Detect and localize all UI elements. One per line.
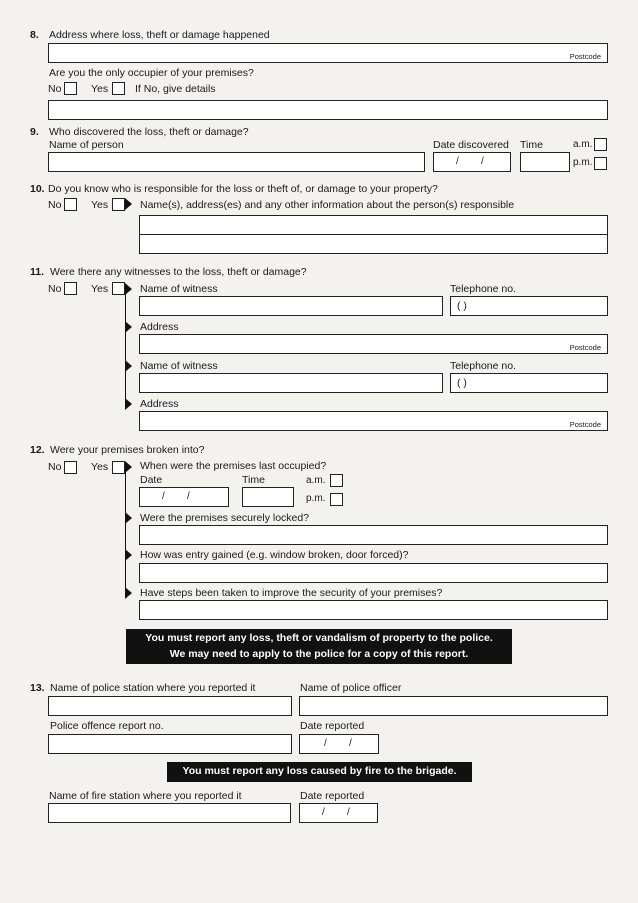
q8-yes-label: Yes	[91, 83, 109, 95]
q12-date-field[interactable]	[139, 487, 229, 507]
q13-date-reported-field[interactable]	[299, 734, 379, 754]
q8-label: Address where loss, theft or damage happened	[49, 29, 270, 41]
q11-witness2-telephone-field[interactable]	[450, 373, 608, 393]
q12-steps-question: Have steps been taken to improve the security of your premises?	[140, 587, 443, 599]
q11-bracket-line	[125, 289, 126, 407]
q12-last-occupied-question: When were the premises last occupied?	[140, 460, 327, 472]
q12-date-label: Date	[140, 474, 163, 486]
q11-witness1-telephone-label: Telephone no.	[450, 283, 516, 295]
q9-am-checkbox[interactable]	[594, 138, 607, 151]
q12-steps-field[interactable]	[139, 600, 608, 620]
police-report-banner	[126, 629, 512, 664]
q9-label: Who discovered the loss, theft or damage?	[49, 126, 249, 138]
q11-label: Were there any witnesses to the loss, theft or damage?	[50, 266, 307, 278]
q13-number: 13.	[30, 682, 45, 694]
phone-area-code-parens: ( )	[457, 377, 467, 389]
q10-details-field-2[interactable]	[139, 234, 608, 254]
date-separator: /	[324, 738, 327, 749]
q11-witness2-name-field[interactable]	[139, 373, 443, 393]
q11-witness1-address-field[interactable]	[139, 334, 608, 354]
arrow-right-icon	[125, 549, 132, 561]
q10-yes-label: Yes	[91, 199, 109, 211]
q12-label: Were your premises broken into?	[50, 444, 205, 456]
q11-no-label: No	[48, 283, 62, 295]
q8-yes-checkbox[interactable]	[112, 82, 125, 95]
police-banner-line1: You must report any loss, theft or vandalism of property to the police.	[145, 632, 493, 644]
q12-no-checkbox[interactable]	[64, 461, 77, 474]
q12-pm-checkbox[interactable]	[330, 493, 343, 506]
arrow-right-icon	[125, 360, 132, 372]
q13-date-reported-label: Date reported	[300, 720, 365, 732]
q11-witness1-telephone-field[interactable]	[450, 296, 608, 316]
q8-if-no-label: If No, give details	[135, 83, 216, 95]
q9-time-label: Time	[520, 139, 543, 151]
q12-pm-label: p.m.	[306, 493, 326, 504]
q9-time-field[interactable]	[520, 152, 570, 172]
q12-entry-field[interactable]	[139, 563, 608, 583]
arrow-right-icon	[125, 283, 132, 295]
q11-number: 11.	[30, 266, 45, 278]
q12-number: 12.	[30, 444, 45, 456]
q8-no-label: No	[48, 83, 62, 95]
q12-locked-question: Were the premises securely locked?	[140, 512, 310, 524]
q11-witness1-name-label: Name of witness	[140, 283, 218, 295]
q8-address-field[interactable]	[48, 43, 608, 63]
q10-yes-checkbox[interactable]	[112, 198, 125, 211]
q13-officer-label: Name of police officer	[300, 682, 402, 694]
q10-details-field-1[interactable]	[139, 215, 608, 235]
date-separator: /	[322, 807, 325, 818]
q12-yes-label: Yes	[91, 461, 109, 473]
q12-time-label: Time	[242, 474, 265, 486]
q9-pm-checkbox[interactable]	[594, 157, 607, 170]
q12-time-field[interactable]	[242, 487, 294, 507]
q9-name-label: Name of person	[49, 139, 124, 151]
fire-date-reported-field[interactable]	[299, 803, 378, 823]
q11-witness2-address-field[interactable]	[139, 411, 608, 431]
q9-name-field[interactable]	[48, 152, 425, 172]
q13-station-label: Name of police station where you reported it	[50, 682, 256, 694]
date-separator: /	[456, 156, 459, 167]
q8-no-checkbox[interactable]	[64, 82, 77, 95]
q10-label: Do you know who is responsible for the loss or theft of, or damage to your property?	[48, 183, 438, 195]
arrow-right-icon	[125, 321, 132, 333]
fire-date-reported-label: Date reported	[300, 790, 365, 802]
q13-report-no-label: Police offence report no.	[50, 720, 164, 732]
postcode-label: Postcode	[569, 52, 601, 61]
date-separator: /	[481, 156, 484, 167]
q10-number: 10.	[30, 183, 45, 195]
fire-station-label: Name of fire station where you reported it	[49, 790, 242, 802]
q11-witness1-address-label: Address	[140, 321, 179, 333]
q13-station-field[interactable]	[48, 696, 292, 716]
q12-no-label: No	[48, 461, 62, 473]
q11-witness1-name-field[interactable]	[139, 296, 443, 316]
q9-am-label: a.m.	[573, 139, 593, 150]
q12-am-checkbox[interactable]	[330, 474, 343, 487]
fire-report-banner: You must report any loss caused by fire to the brigade.	[167, 762, 472, 782]
q12-yes-checkbox[interactable]	[112, 461, 125, 474]
q11-no-checkbox[interactable]	[64, 282, 77, 295]
q9-date-label: Date discovered	[433, 139, 509, 151]
q8-number: 8.	[30, 29, 39, 41]
q10-details-label: Name(s), address(es) and any other information about the person(s) responsible	[140, 199, 515, 211]
arrow-right-icon	[125, 461, 132, 473]
date-separator: /	[162, 491, 165, 502]
q11-yes-checkbox[interactable]	[112, 282, 125, 295]
q8-occupier-question: Are you the only occupier of your premises?	[49, 67, 254, 79]
date-separator: /	[347, 807, 350, 818]
date-separator: /	[349, 738, 352, 749]
q11-yes-label: Yes	[91, 283, 109, 295]
postcode-label: Postcode	[569, 420, 601, 429]
q13-report-no-field[interactable]	[48, 734, 292, 754]
q8-details-field[interactable]	[48, 100, 608, 120]
phone-area-code-parens: ( )	[457, 300, 467, 312]
q10-no-checkbox[interactable]	[64, 198, 77, 211]
q12-bracket-line	[125, 467, 126, 597]
q12-entry-question: How was entry gained (e.g. window broken, door forced)?	[140, 549, 409, 561]
q12-am-label: a.m.	[306, 475, 326, 486]
q9-pm-label: p.m.	[573, 157, 593, 168]
q12-locked-field[interactable]	[139, 525, 608, 545]
arrow-right-icon	[125, 512, 132, 524]
q11-witness2-name-label: Name of witness	[140, 360, 218, 372]
q13-officer-field[interactable]	[299, 696, 608, 716]
q9-date-field[interactable]	[433, 152, 511, 172]
arrow-right-icon	[125, 587, 132, 599]
q11-witness2-address-label: Address	[140, 398, 179, 410]
q9-number: 9.	[30, 126, 39, 138]
fire-station-field[interactable]	[48, 803, 291, 823]
q10-no-label: No	[48, 199, 62, 211]
arrow-right-icon	[125, 198, 132, 210]
police-banner-line2: We may need to apply to the police for a copy of this report.	[169, 648, 469, 660]
date-separator: /	[187, 491, 190, 502]
arrow-right-icon	[125, 398, 132, 410]
q11-witness2-telephone-label: Telephone no.	[450, 360, 516, 372]
postcode-label: Postcode	[569, 343, 601, 352]
